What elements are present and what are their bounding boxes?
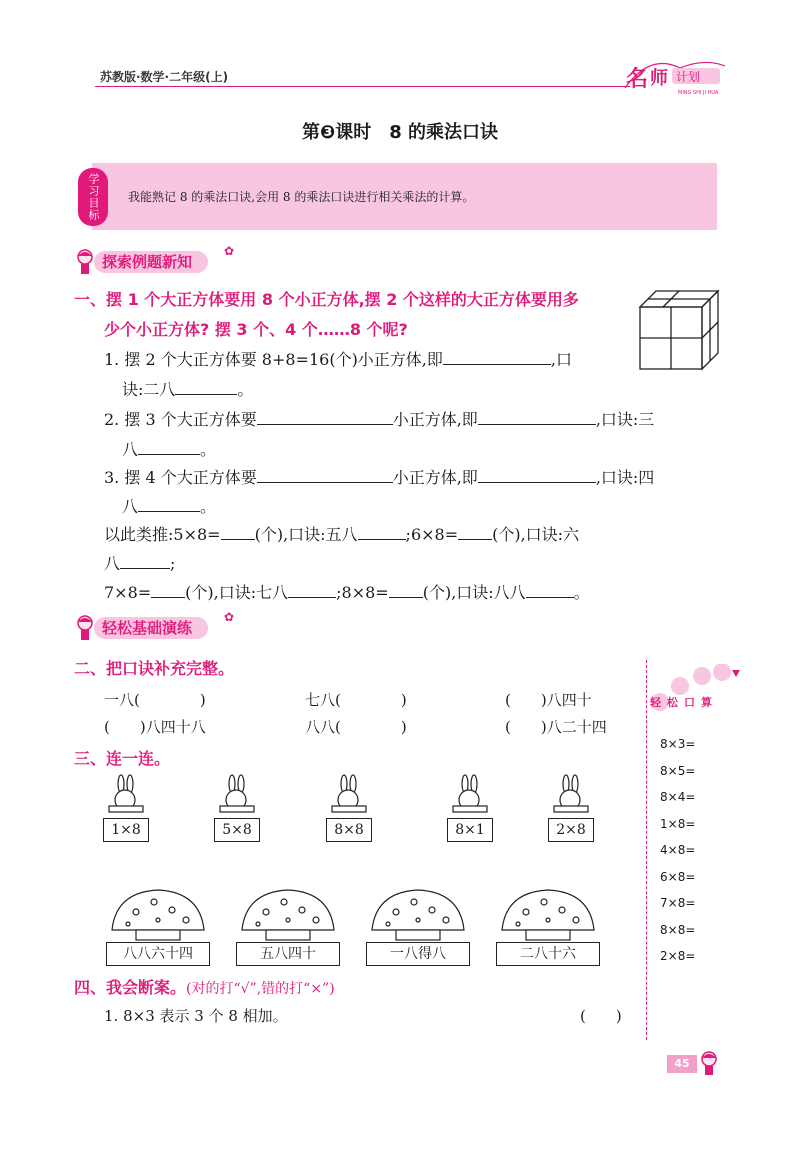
answer-blank[interactable] (120, 554, 170, 569)
mental-math-item: 2×8= (660, 949, 696, 963)
rabbit-card-4[interactable] (447, 774, 493, 836)
rabbit-card-2[interactable] (214, 774, 260, 836)
multiplication-rhyme-card: 一八得八 (366, 942, 470, 966)
cube-figure (636, 287, 722, 373)
side-divider (646, 660, 647, 1040)
answer-blank[interactable] (257, 410, 393, 425)
rabbit-card-3[interactable] (326, 774, 372, 836)
q4-item-1: 1. 8×3 表示 3 个 8 相加。 (104, 1007, 288, 1025)
answer-blank[interactable] (389, 583, 423, 598)
mental-math-item: 8×8= (660, 923, 696, 937)
rabbit-icon (214, 774, 260, 814)
judge-answer-paren[interactable]: ( ) (580, 1007, 622, 1025)
section-title: 轻松基础演练 (94, 617, 208, 639)
section-title: 探索例题新知 (94, 251, 208, 273)
learning-goal-text: 我能熟记 8 的乘法口诀,会用 8 的乘法口诀进行相关乘法的计算。 (128, 190, 475, 204)
q1-analogy: 以此类推:5×8= (个),口诀:五八 ;6×8= (个),口诀:六 (104, 525, 580, 544)
q1-step3: 3. 摆 4 个大正方体要 小正方体,即 ,口诀:四 (104, 468, 655, 487)
rabbit-icon (103, 774, 149, 814)
rabbit-card-1[interactable] (103, 774, 149, 836)
mushroom-card-1[interactable] (106, 886, 210, 964)
multiplication-card: 8×1 (447, 818, 493, 842)
answer-blank[interactable] (478, 410, 596, 425)
rabbit-icon (326, 774, 372, 814)
q2-item: ( )八四十 (505, 691, 592, 709)
q1-step3-cont: 八 。 (122, 497, 217, 516)
answer-blank[interactable] (526, 583, 574, 598)
sparkle-icon: ✿ (224, 610, 235, 624)
q1-step2-cont: 八 。 (122, 440, 217, 459)
q1-line2: 少个小正方体? 摆 3 个、4 个……8 个呢? (104, 320, 408, 339)
mushroom-icon (496, 886, 600, 942)
q2-item: 一八( ) (104, 691, 206, 709)
svg-text:MING SHI JI HUA: MING SHI JI HUA (678, 90, 719, 96)
multiplication-card: 2×8 (548, 818, 594, 842)
mental-math-item: 1×8= (660, 817, 696, 831)
mushroom-card-2[interactable] (236, 886, 340, 964)
answer-blank[interactable] (138, 497, 200, 512)
section-banner-practice (72, 610, 252, 642)
q2-item: ( )八四十八 (104, 718, 206, 736)
rabbit-icon (447, 774, 493, 814)
header-divider (95, 86, 630, 87)
multiplication-rhyme-card: 八八六十四 (106, 942, 210, 966)
answer-blank[interactable] (443, 350, 551, 365)
book-series-label: 苏教版·数学·二年级(上) (100, 70, 229, 84)
multiplication-rhyme-card: 二八十六 (496, 942, 600, 966)
q1-step2: 2. 摆 3 个大正方体要 小正方体,即 ,口诀:三 (104, 410, 655, 429)
answer-blank[interactable] (358, 525, 406, 540)
rabbit-icon (548, 774, 594, 814)
q1-line1: 一、摆 1 个大正方体要用 8 个小正方体,摆 2 个这样的大正方体要用多 (74, 290, 579, 309)
multiplication-rhyme-card: 五八四十 (236, 942, 340, 966)
answer-blank[interactable] (478, 468, 596, 483)
q1-step1: 1. 摆 2 个大正方体要 8+8=16(个)小正方体,即 ,口 (104, 350, 572, 369)
svg-text:计划: 计划 (676, 70, 701, 84)
mental-math-item: 4×8= (660, 843, 696, 857)
page-number: 45 (667, 1055, 697, 1073)
svg-text:名: 名 (626, 66, 649, 92)
answer-blank[interactable] (221, 525, 255, 540)
learning-goal-tab: 学习目标 (78, 168, 108, 226)
answer-blank[interactable] (288, 583, 336, 598)
answer-blank[interactable] (458, 525, 492, 540)
q4-heading: 四、我会断案。(对的打“√”,错的打“×”) (74, 978, 335, 997)
multiplication-card: 5×8 (214, 818, 260, 842)
answer-blank[interactable] (257, 468, 393, 483)
mental-math-item: 7×8= (660, 896, 696, 910)
mushroom-card-3[interactable] (366, 886, 470, 964)
mushroom-icon (236, 886, 340, 942)
multiplication-card: 1×8 (103, 818, 149, 842)
q1-step1-cont: 诀:二八 。 (122, 380, 254, 399)
mental-math-item: 6×8= (660, 870, 696, 884)
mushroom-card-4[interactable] (496, 886, 600, 964)
mental-math-item: 8×3= (660, 737, 696, 751)
q1-analogy-2: 7×8= (个),口诀:七八 ;8×8= (个),口诀:八八 。 (104, 583, 590, 602)
side-title-banner: 轻松口算 (650, 664, 740, 714)
mental-math-item: 8×5= (660, 764, 696, 778)
q3-heading: 三、连一连。 (74, 749, 171, 768)
answer-blank[interactable] (151, 583, 185, 598)
sparkle-icon: ✿ (224, 244, 235, 258)
mingshi-logo (620, 48, 730, 98)
q2-item: ( )八二十四 (505, 718, 607, 736)
answer-blank[interactable] (175, 380, 237, 395)
mushroom-icon (366, 886, 470, 942)
q2-item: 八八( ) (305, 718, 407, 736)
girl-mascot-icon (697, 1050, 721, 1076)
q2-item: 七八( ) (305, 691, 407, 709)
rabbit-card-5[interactable] (548, 774, 594, 836)
svg-text:师: 师 (650, 68, 668, 89)
mental-math-item: 8×4= (660, 790, 696, 804)
answer-blank[interactable] (138, 440, 200, 455)
q2-heading: 二、把口诀补充完整。 (74, 659, 235, 678)
mushroom-icon (106, 886, 210, 942)
section-banner-explore (72, 244, 252, 276)
q1-analogy-cont: 八 ; (104, 554, 176, 573)
lesson-title: 第❸课时 8 的乘法口诀 (301, 122, 499, 143)
multiplication-card: 8×8 (326, 818, 372, 842)
